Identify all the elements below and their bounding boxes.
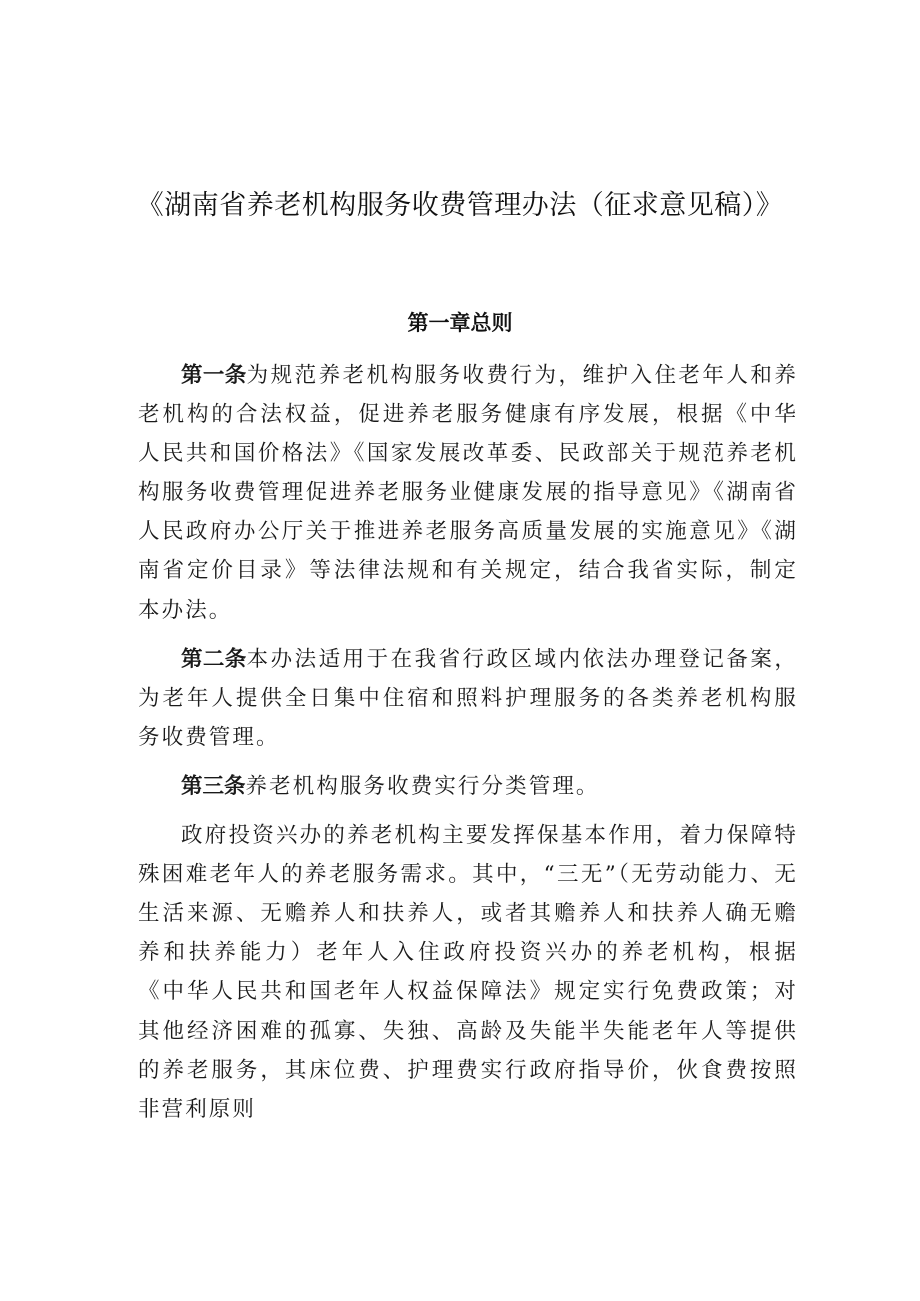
article-text: 养老机构服务收费实行分类管理。: [245, 773, 600, 799]
document-body: [138, 356, 798, 1129]
body-paragraph: [138, 816, 798, 1129]
article-paragraph: [138, 767, 798, 806]
chapter-heading: 第一章总则: [407, 311, 513, 335]
article-text: 为规范养老机构服务收费行为，维护入住老年人和养老机构的合法权益，促进养老服务健康有序发展，根据《中华人民共和国价格法》《国家发展改革委、民政部关于规范养老机构服务收费管理促进养老服务业健康发展的指导意见》《湖南省人民政府办公厅关于推进养老服务高质量发展的实施意见》《湖南省定价目录》等法律法规和有关规定，结合我省实际，制定本办法。: [138, 363, 798, 623]
article-paragraph: [138, 640, 798, 757]
article-label: 第一条: [181, 363, 247, 388]
paragraph-text: 政府投资兴办的养老机构主要发挥保基本作用，着力保障特殊困难老年人的养老服务需求。其中，“三无”（无劳动能力、无生活来源、无赡养人和扶养人，或者其赡养人和扶养人确无赡养和扶养能力）老年人入住政府投资兴办的养老机构，根据《中华人民共和国老年人权益保障法》规定实行免费政策；对其他经济困难的孤寡、失独、高龄及失能半失能老年人等提供的养老服务，其床位费、护理费实行政府指导价，伙食费按照非营利原则: [138, 823, 798, 1122]
article-label: 第三条: [181, 773, 246, 799]
document-title: 《湖南省养老机构服务收费管理办法（征求意见稿）》: [136, 190, 784, 221]
article-label: 第二条: [181, 646, 247, 672]
article-paragraph: [138, 356, 798, 630]
article-text: 本办法适用于在我省行政区域内依法办理登记备案，为老年人提供全日集中住宿和照料护理服务的各类养老机构服务收费管理。: [138, 646, 798, 750]
